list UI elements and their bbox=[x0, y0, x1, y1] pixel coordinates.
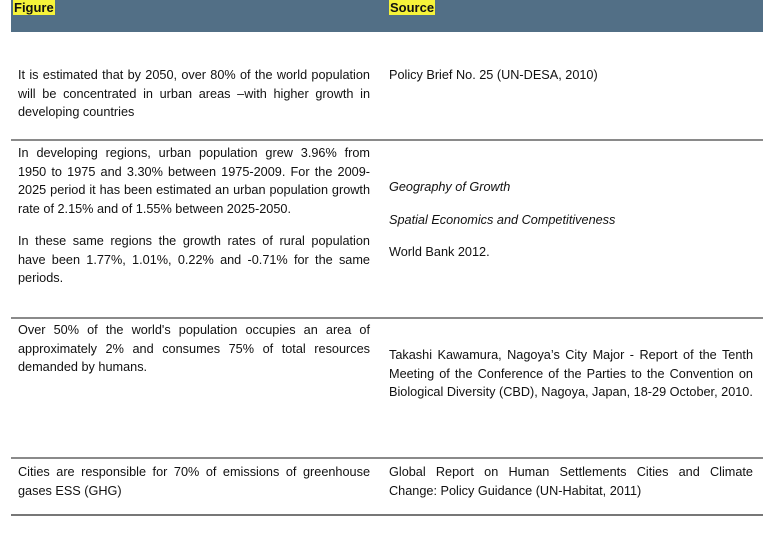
figure-cell bbox=[18, 463, 370, 500]
source-text: Takashi Kawamura, Nagoya’s City Major - Report of the Tenth Meeting of the Conference of the Parties to the Convention on Biological Diversity (CBD), Nagoya, Japan, 18-29 October, 2010. bbox=[389, 348, 753, 399]
source-text: Global Report on Human Settlements Cities and Climate Change: Policy Guidance (UN-Habitat, 2011) bbox=[389, 465, 753, 498]
source-publisher: World Bank 2012. bbox=[389, 245, 490, 259]
source-cell bbox=[389, 463, 753, 500]
source-subtitle: Spatial Economics and Competitiveness bbox=[389, 212, 616, 227]
source-text: Policy Brief No. 25 (UN-DESA, 2010) bbox=[389, 68, 598, 82]
figure-text: Cities are responsible for 70% of emissions of greenhouse gases ESS (GHG) bbox=[18, 465, 370, 498]
table-row bbox=[11, 32, 763, 141]
source-cell bbox=[389, 66, 753, 85]
figure-cell bbox=[18, 321, 370, 377]
header-figure: Figure bbox=[14, 0, 54, 15]
figure-text: In these same regions the growth rates of rural population have been 1.77%, 1.01%, 0.22% and -0.71% for the same periods. bbox=[18, 234, 370, 285]
figures-table bbox=[11, 0, 763, 516]
source-cell bbox=[389, 178, 753, 262]
figure-text: It is estimated that by 2050, over 80% of the world population will be concentrated in urban areas –with higher growth in developing countries bbox=[18, 68, 370, 119]
table-row bbox=[11, 459, 763, 516]
figure-cell bbox=[18, 66, 370, 122]
header-source: Source bbox=[390, 0, 435, 15]
source-title: Geography of Growth bbox=[389, 180, 511, 194]
figure-text: Over 50% of the world's population occupies an area of approximately 2% and consumes 75% of total resources demanded by humans. bbox=[18, 323, 370, 374]
source-cell bbox=[389, 346, 753, 402]
figure-text: In developing regions, urban population grew 3.96% from 1950 to 1975 and 3.30% between 1975-2009. For the 2009-2025 period it has been estimated an urban population growth rate of 2.15% and of 1.55% between 2025-2050. bbox=[18, 146, 370, 216]
table-header bbox=[11, 0, 763, 32]
figure-cell bbox=[18, 144, 370, 288]
table-row bbox=[11, 319, 763, 459]
table-row bbox=[11, 141, 763, 319]
